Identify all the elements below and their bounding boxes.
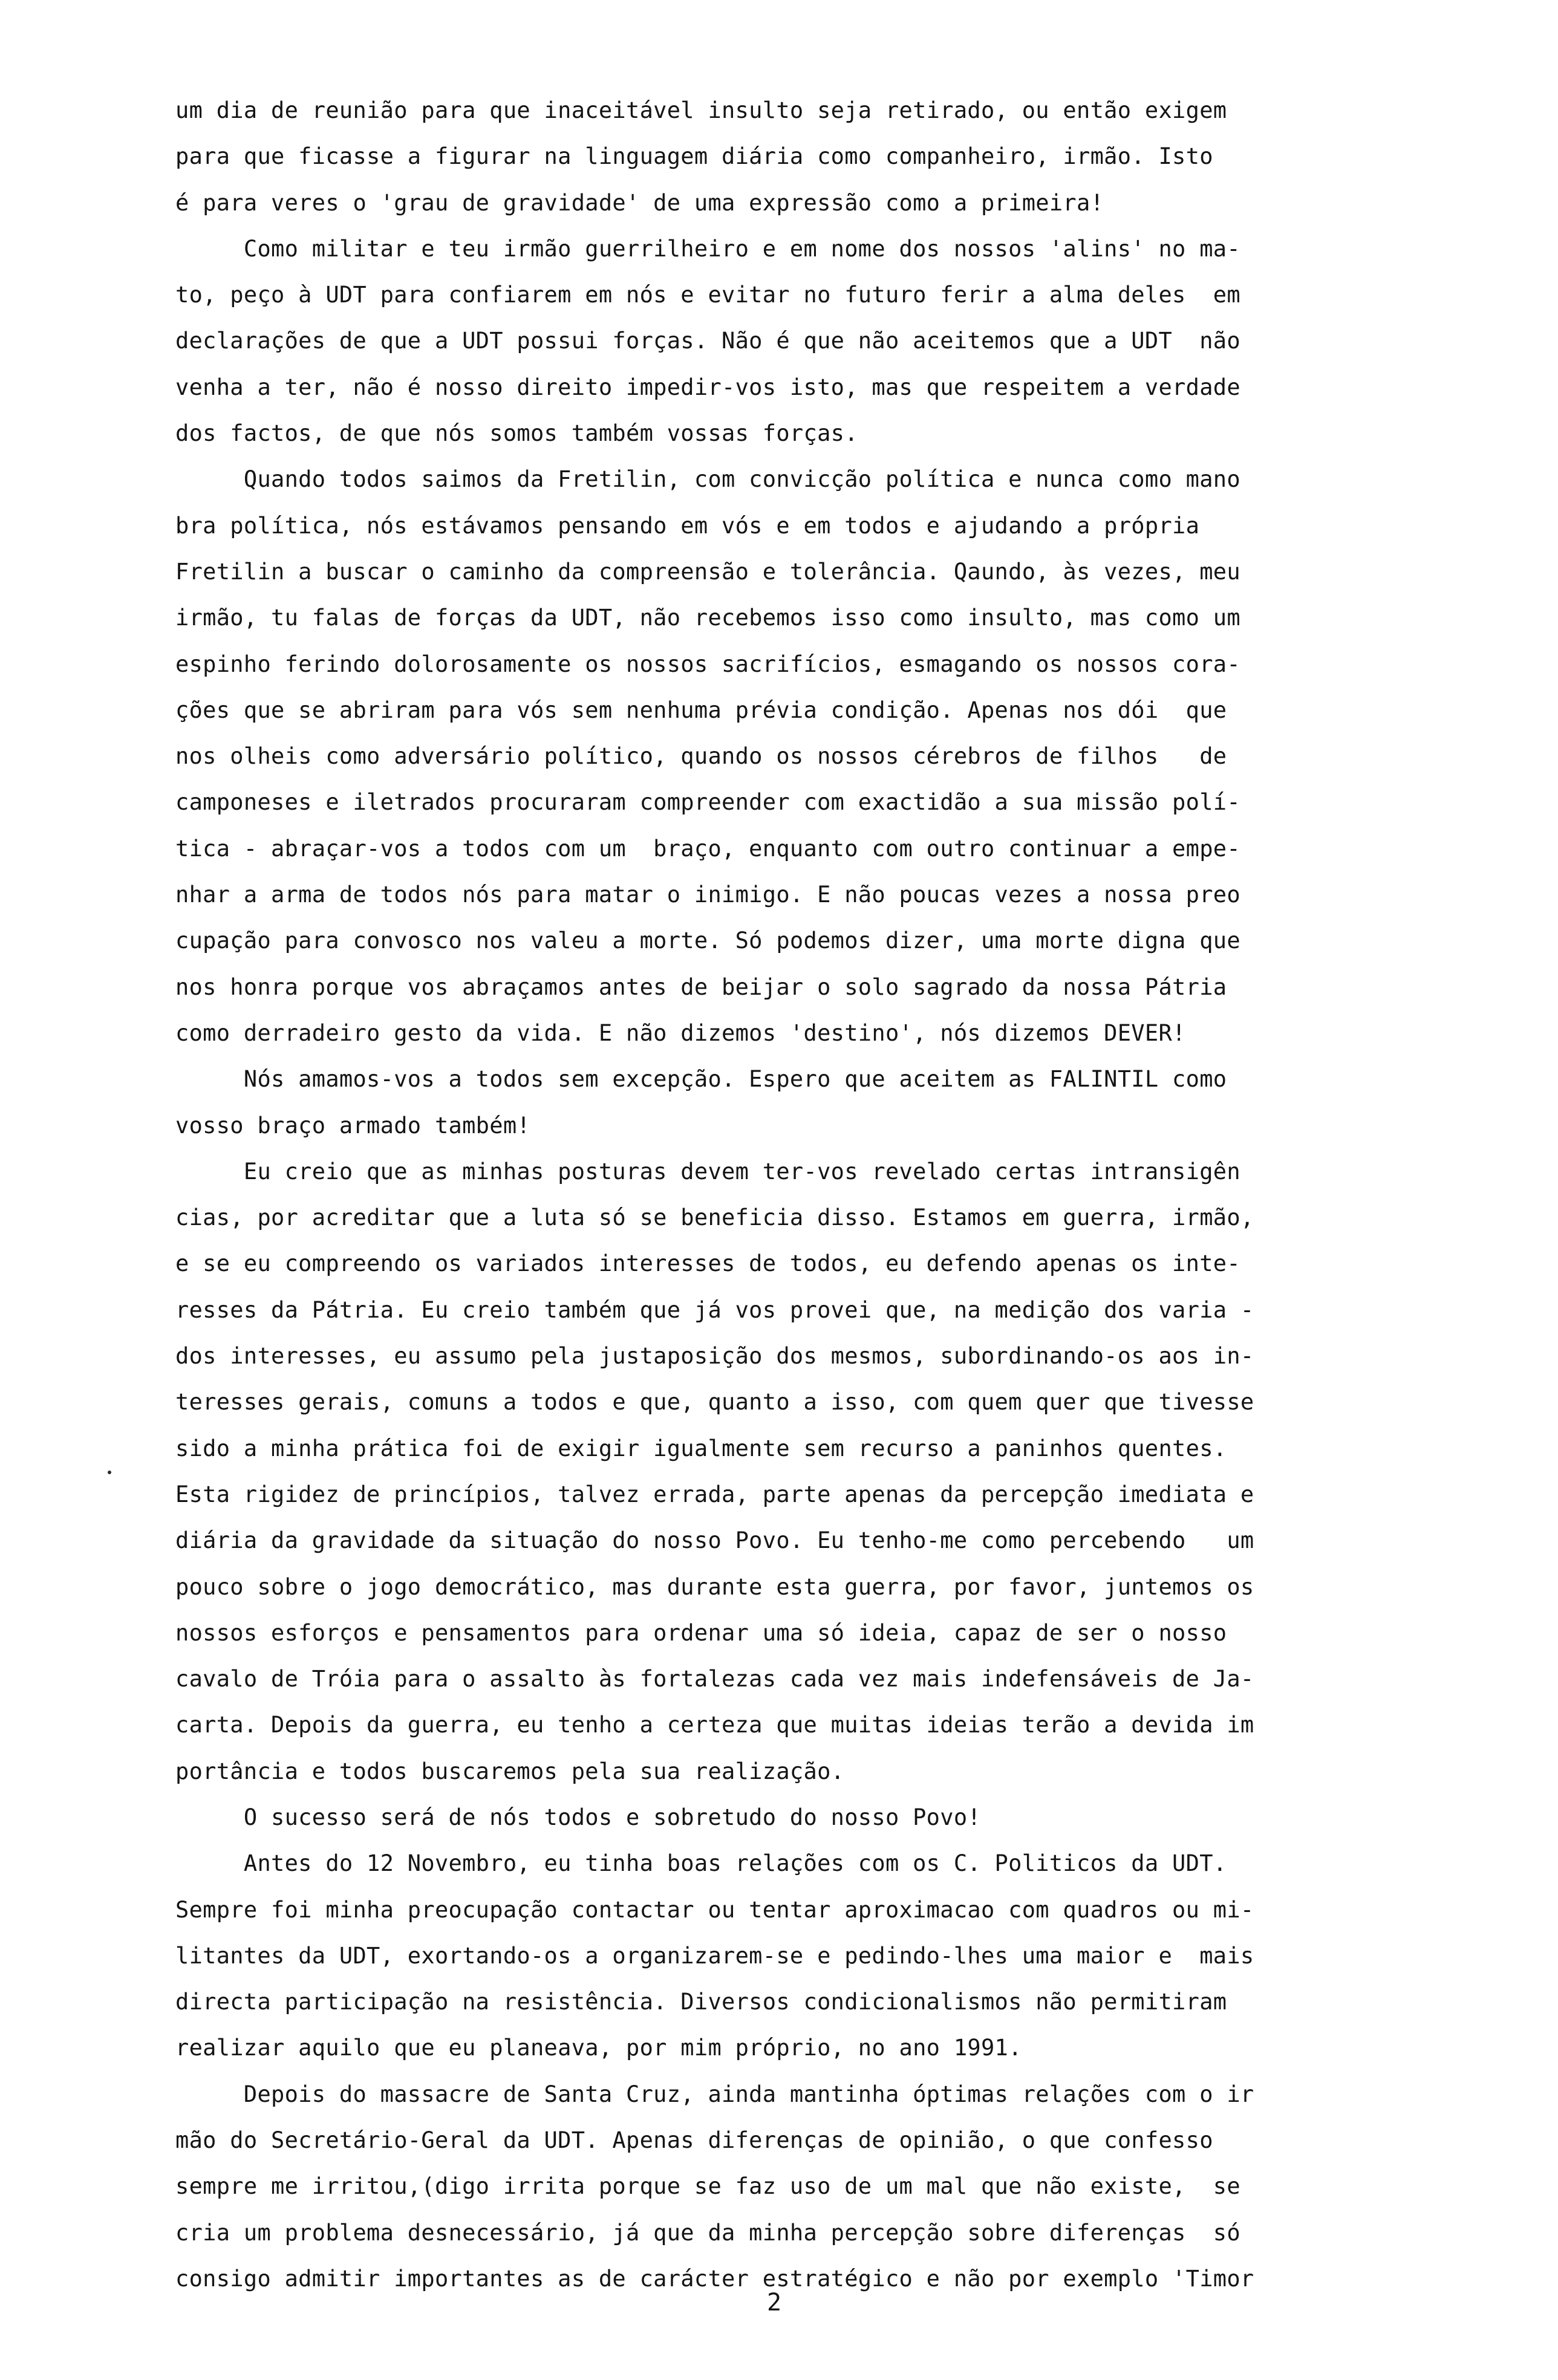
text-line: consigo admitir importantes as de carácter estratégico e não por exemplo 'Timor bbox=[175, 2265, 1254, 2292]
text-line: camponeses e iletrados procuraram compreender com exactidão a sua missão polí- bbox=[175, 789, 1240, 816]
text-line: Fretilin a buscar o caminho da compreensão e tolerância. Qaundo, às vezes, meu bbox=[175, 558, 1240, 585]
text-line: espinho ferindo dolorosamente os nossos sacrifícios, esmagando os nossos cora- bbox=[175, 651, 1240, 677]
text-line: carta. Depois da guerra, eu tenho a certeza que muitas ideias terão a devida im bbox=[175, 1712, 1254, 1738]
text-line: nos olheis como adversário político, quando os nossos cérebros de filhos de bbox=[175, 743, 1227, 770]
text-line: Sempre foi minha preocupação contactar ou tentar aproximacao com quadros ou mi- bbox=[175, 1896, 1254, 1923]
text-line: sido a minha prática foi de exigir igualmente sem recurso a paninhos quentes. bbox=[175, 1435, 1227, 1461]
text-line: portância e todos buscaremos pela sua realização. bbox=[175, 1758, 845, 1784]
text-line: dos interesses, eu assumo pela justaposição dos mesmos, subordinando-os aos in- bbox=[175, 1343, 1254, 1370]
text-line: e se eu compreendo os variados interesses de todos, eu defendo apenas os inte- bbox=[175, 1250, 1240, 1277]
text-line: nhar a arma de todos nós para matar o inimigo. E não poucas vezes a nossa preo bbox=[175, 882, 1240, 908]
text-line: Esta rigidez de princípios, talvez errada, parte apenas da percepção imediata e bbox=[175, 1481, 1254, 1507]
text-line: como derradeiro gesto da vida. E não dizemos 'destino', nós dizemos DEVER! bbox=[175, 1019, 1186, 1046]
text-line: cias, por acreditar que a luta só se beneficia disso. Estamos em guerra, irmão, bbox=[175, 1205, 1254, 1231]
text-line: tica - abraçar-vos a todos com um braço, enquanto com outro continuar a empe- bbox=[175, 835, 1240, 862]
text-line: resses da Pátria. Eu creio também que já vos provei que, na medição dos varia - bbox=[175, 1296, 1254, 1323]
text-line: é para veres o 'grau de gravidade' de uma expressão como a primeira! bbox=[175, 189, 1104, 216]
text-line: venha a ter, não é nosso direito impedir-vos isto, mas que respeitem a verdade bbox=[175, 374, 1240, 400]
text-line: O sucesso será de nós todos e sobretudo do nosso Povo! bbox=[175, 1804, 981, 1830]
text-line: Nós amamos-vos a todos sem excepção. Espero que aceitem as FALINTIL como bbox=[175, 1066, 1227, 1093]
text-line: cria um problema desnecessário, já que da minha percepção sobre diferenças só bbox=[175, 2219, 1240, 2246]
text-line: cupação para convosco nos valeu a morte. Só podemos dizer, uma morte digna que bbox=[175, 928, 1240, 954]
text-line: um dia de reunião para que inaceitável insulto seja retirado, ou então exigem bbox=[175, 97, 1227, 123]
text-line: cavalo de Tróia para o assalto às fortalezas cada vez mais indefensáveis de Ja- bbox=[175, 1666, 1254, 1692]
text-line: Depois do massacre de Santa Cruz, ainda mantinha óptimas relações com o ir bbox=[175, 2081, 1254, 2107]
page-number: 2 bbox=[766, 2289, 782, 2317]
text-line: directa participação na resistência. Diversos condicionalismos não permitiram bbox=[175, 1989, 1227, 2015]
text-line: Como militar e teu irmão guerrilheiro e em nome dos nossos 'alins' no ma- bbox=[175, 235, 1240, 262]
text-line: diária da gravidade da situação do nosso Povo. Eu tenho-me como percebendo um bbox=[175, 1527, 1254, 1554]
text-line: Eu creio que as minhas posturas devem ter-vos revelado certas intransigên bbox=[175, 1158, 1240, 1185]
text-line: realizar aquilo que eu planeava, por mim próprio, no ano 1991. bbox=[175, 2035, 1022, 2061]
text-line: pouco sobre o jogo democrático, mas durante esta guerra, por favor, juntemos os bbox=[175, 1573, 1254, 1600]
text-line: dos factos, de que nós somos também vossas forças. bbox=[175, 420, 858, 447]
text-line: declarações de que a UDT possui forças. Não é que não aceitemos que a UDT não bbox=[175, 328, 1240, 354]
text-line: nos honra porque vos abraçamos antes de beijar o solo sagrado da nossa Pátria bbox=[175, 974, 1227, 1000]
text-line: bra política, nós estávamos pensando em vós e em todos e ajudando a própria bbox=[175, 512, 1200, 539]
text-line: to, peço à UDT para confiarem em nós e evitar no futuro ferir a alma deles em bbox=[175, 282, 1240, 308]
text-line: Quando todos saimos da Fretilin, com convicção política e nunca como mano bbox=[175, 466, 1240, 493]
text-line: para que ficasse a figurar na linguagem diária como companheiro, irmão. Isto bbox=[175, 143, 1213, 170]
text-line: irmão, tu falas de forças da UDT, não recebemos isso como insulto, mas como um bbox=[175, 605, 1240, 631]
text-line: litantes da UDT, exortando-os a organizarem-se e pedindo-lhes uma maior e mais bbox=[175, 1942, 1254, 1969]
body-text bbox=[175, 88, 1482, 2302]
stray-ink-dot bbox=[108, 1471, 111, 1474]
text-line: ções que se abriram para vós sem nenhuma prévia condição. Apenas nos dói que bbox=[175, 697, 1227, 723]
text-line: Antes do 12 Novembro, eu tinha boas relações com os C. Politicos da UDT. bbox=[175, 1850, 1227, 1877]
text-line: mão do Secretário-Geral da UDT. Apenas diferenças de opinião, o que confesso bbox=[175, 2127, 1213, 2154]
text-line: sempre me irritou,(digo irrita porque se faz uso de um mal que não existe, se bbox=[175, 2173, 1240, 2200]
text-line: teresses gerais, comuns a todos e que, quanto a isso, com quem quer que tivesse bbox=[175, 1389, 1254, 1416]
text-line: vosso braço armado também! bbox=[175, 1112, 530, 1139]
text-line: nossos esforços e pensamentos para ordenar uma só ideia, capaz de ser o nosso bbox=[175, 1619, 1227, 1646]
